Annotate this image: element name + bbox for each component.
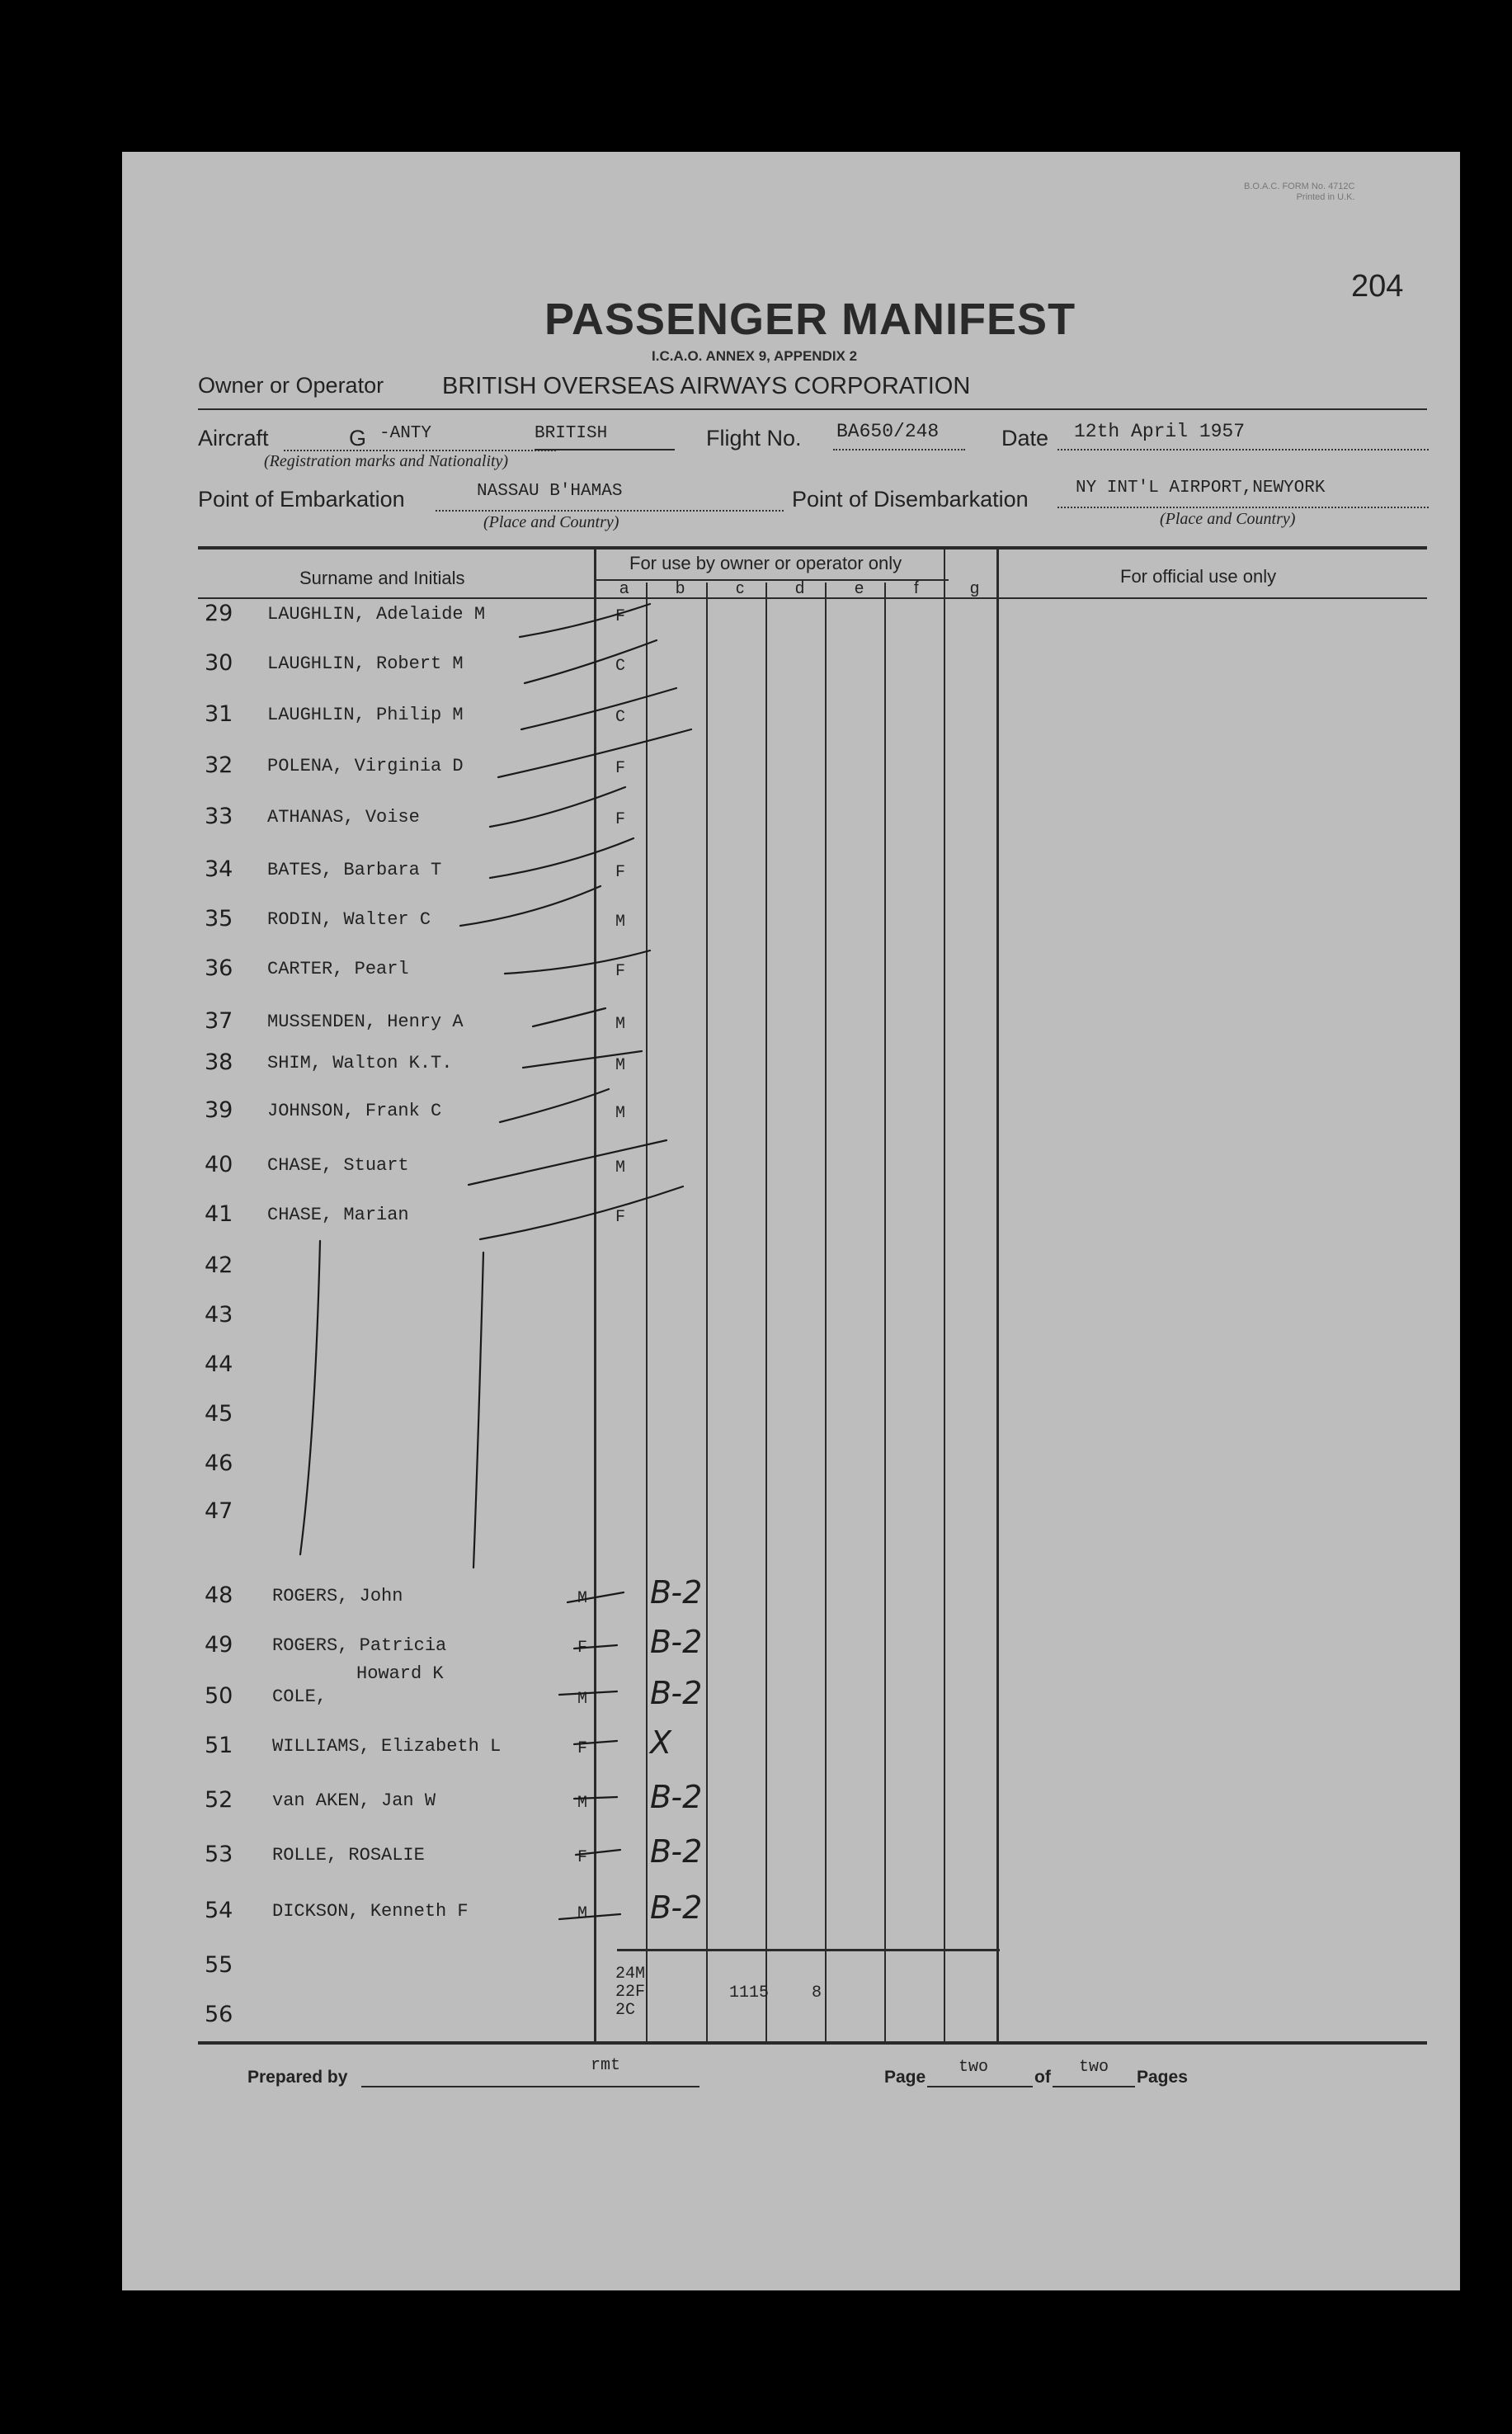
aircraft-prefix: G (349, 426, 367, 450)
aircraft-value: -ANTY (379, 424, 432, 443)
aircraft-note: (Registration marks and Nationality) (264, 452, 509, 470)
row-number: 34 (205, 856, 233, 882)
bracket-right (473, 1252, 483, 1568)
passenger-name: COLE, (272, 1686, 327, 1707)
passenger-category: F (615, 863, 626, 882)
stroke-37 (533, 1008, 605, 1026)
row-number: 55 (205, 1952, 233, 1978)
passenger-name: LAUGHLIN, Robert M (267, 653, 464, 674)
row-number: 39 (205, 1097, 233, 1123)
aircraft-label: Aircraft (198, 426, 269, 450)
totals-c: 1115 (729, 1984, 770, 2002)
row-number: 45 (205, 1401, 233, 1427)
disembark-value: NY INT'L AIRPORT,NEWYORK (1076, 479, 1326, 498)
passenger-name: JOHNSON, Frank C (267, 1101, 442, 1121)
row-number: 29 (205, 601, 233, 626)
col-letter-f: f (914, 579, 919, 597)
passenger-name: LAUGHLIN, Philip M (267, 705, 464, 725)
col-letter-a: a (619, 579, 629, 597)
passenger-status-mark: B-2 (650, 1779, 703, 1815)
row-number: 37 (205, 1008, 233, 1034)
row-number: 33 (205, 804, 233, 829)
col-letter-c: c (736, 579, 744, 597)
bracket-left (300, 1241, 320, 1554)
pages-label: Pages (1137, 2068, 1188, 2087)
passenger-status-mark: B-2 (650, 1574, 703, 1611)
passenger-category: C (615, 657, 626, 676)
passenger-category: F (577, 1639, 588, 1658)
embark-label: Point of Embarkation (198, 487, 405, 512)
row-number: 48 (205, 1583, 233, 1608)
totals-d: 8 (812, 1984, 822, 2002)
passenger-name: DICKSON, Kenneth F (272, 1901, 469, 1922)
of-label: of (1034, 2068, 1051, 2087)
row-number: 51 (205, 1733, 233, 1758)
row-number: 41 (205, 1201, 233, 1227)
row-number: 32 (205, 752, 233, 778)
stroke-32 (498, 729, 691, 777)
passenger-name: BATES, Barbara T (267, 860, 442, 880)
passenger-name: MUSSENDEN, Henry A (267, 1012, 464, 1032)
stroke-52 (574, 1797, 617, 1799)
row-number: 50 (205, 1683, 233, 1709)
stroke-50 (559, 1691, 617, 1695)
passenger-category: M (577, 1690, 588, 1709)
passenger-name: POLENA, Virginia D (267, 756, 464, 776)
col-letter-e: e (855, 579, 864, 597)
date-value: 12th April 1957 (1074, 421, 1246, 442)
page-rule (927, 2086, 1033, 2087)
passenger-category: F (615, 607, 626, 626)
embark-value: NASSAU B'HAMAS (477, 482, 623, 501)
passenger-category: M (615, 1158, 626, 1177)
passenger-name: CHASE, Marian (267, 1205, 409, 1225)
passenger-name: SHIM, Walton K.T. (267, 1053, 453, 1073)
passenger-category: F (615, 759, 626, 778)
stroke-34 (490, 838, 634, 878)
row-number: 53 (205, 1842, 233, 1867)
row-number: 31 (205, 701, 233, 727)
stroke-40 (469, 1140, 667, 1185)
stroke-30 (525, 640, 657, 683)
stroke-54 (559, 1914, 620, 1919)
of-rule (1053, 2086, 1135, 2087)
stroke-53 (576, 1850, 620, 1855)
col-letter-b: b (676, 579, 685, 597)
passenger-name: ATHANAS, Voise (267, 807, 420, 828)
aircraft-nationality: BRITISH (535, 424, 608, 443)
col-surname-header: Surname and Initials (299, 568, 465, 588)
pen-strokes (122, 152, 1460, 2290)
passenger-category: M (577, 1794, 588, 1813)
cole-given-names: Howard K (356, 1663, 444, 1684)
page-number: 204 (1351, 269, 1404, 304)
row-number: 35 (205, 906, 233, 932)
prepared-value: rmt (591, 2056, 621, 2075)
stroke-36 (505, 950, 650, 974)
col-letter-g: g (970, 579, 980, 597)
col-letter-d: d (795, 579, 805, 597)
owner-value: BRITISH OVERSEAS AIRWAYS CORPORATION (442, 373, 971, 399)
passenger-category: M (615, 1104, 626, 1123)
passenger-name: van AKEN, Jan W (272, 1790, 436, 1811)
passenger-category: F (615, 810, 626, 829)
col-owner-use-header: For use by owner or operator only (629, 553, 902, 573)
passenger-name: ROLLE, ROSALIE (272, 1845, 425, 1866)
stroke-31 (521, 688, 676, 729)
passenger-category: M (615, 1056, 626, 1075)
disembark-label: Point of Disembarkation (792, 487, 1029, 512)
stroke-48 (568, 1592, 624, 1602)
row-number: 46 (205, 1450, 233, 1476)
row-number: 44 (205, 1351, 233, 1377)
passenger-category: F (577, 1848, 588, 1867)
stroke-29 (520, 604, 650, 637)
page-label: Page (884, 2068, 926, 2087)
passenger-category: F (615, 1208, 626, 1227)
stroke-35 (460, 886, 601, 926)
date-label: Date (1001, 426, 1049, 450)
stroke-41 (480, 1186, 683, 1239)
row-number: 40 (205, 1152, 233, 1177)
passenger-name: RODIN, Walter C (267, 909, 431, 930)
passenger-name: ROGERS, John (272, 1586, 403, 1606)
flight-value: BA650/248 (836, 421, 940, 442)
page-value: two (959, 2058, 989, 2077)
passenger-category: M (577, 1589, 588, 1608)
page-subtitle: I.C.A.O. ANNEX 9, APPENDIX 2 (652, 348, 858, 364)
flight-label: Flight No. (706, 426, 802, 450)
row-number: 47 (205, 1498, 233, 1524)
row-number: 54 (205, 1898, 233, 1923)
passenger-status-mark: B-2 (650, 1833, 703, 1870)
passenger-category: M (577, 1904, 588, 1923)
passenger-name: CHASE, Stuart (267, 1155, 409, 1176)
passenger-name: LAUGHLIN, Adelaide M (267, 604, 486, 625)
prepared-rule (361, 2086, 699, 2087)
manifest-sheet (122, 152, 1460, 2290)
row-number: 36 (205, 955, 233, 981)
embark-note: (Place and Country) (483, 513, 619, 531)
row-number: 52 (205, 1787, 233, 1813)
form-code: B.O.A.C. FORM No. 4712C Printed in U.K. (1244, 182, 1355, 202)
stroke-51 (574, 1741, 617, 1744)
stroke-39 (500, 1089, 609, 1122)
passenger-category: F (577, 1739, 588, 1758)
prepared-label: Prepared by (247, 2068, 348, 2087)
passenger-category: F (615, 962, 626, 981)
passenger-name: CARTER, Pearl (267, 959, 409, 979)
row-number: 49 (205, 1632, 233, 1658)
passenger-name: WILLIAMS, Elizabeth L (272, 1736, 502, 1757)
stroke-49 (574, 1645, 617, 1649)
row-number: 30 (205, 650, 233, 676)
of-value: two (1079, 2058, 1109, 2077)
stroke-33 (490, 787, 625, 827)
row-number: 38 (205, 1050, 233, 1075)
passenger-name: ROGERS, Patricia (272, 1635, 447, 1656)
owner-label: Owner or Operator (198, 373, 384, 398)
passenger-category: M (615, 1015, 626, 1034)
passenger-status-mark: B-2 (650, 1889, 703, 1926)
stroke-38 (523, 1051, 642, 1068)
page-title: PASSENGER MANIFEST (544, 295, 1076, 344)
passenger-category: M (615, 913, 626, 932)
totals-a: 24M 22F 2C (615, 1965, 646, 2020)
row-number: 43 (205, 1302, 233, 1328)
passenger-status-mark: X (650, 1724, 672, 1761)
row-number: 56 (205, 2002, 233, 2027)
row-number: 42 (205, 1252, 233, 1278)
passenger-category: C (615, 708, 626, 727)
col-official-header: For official use only (1120, 566, 1277, 587)
passenger-status-mark: B-2 (650, 1675, 703, 1711)
disembark-note: (Place and Country) (1160, 510, 1296, 528)
passenger-status-mark: B-2 (650, 1624, 703, 1660)
